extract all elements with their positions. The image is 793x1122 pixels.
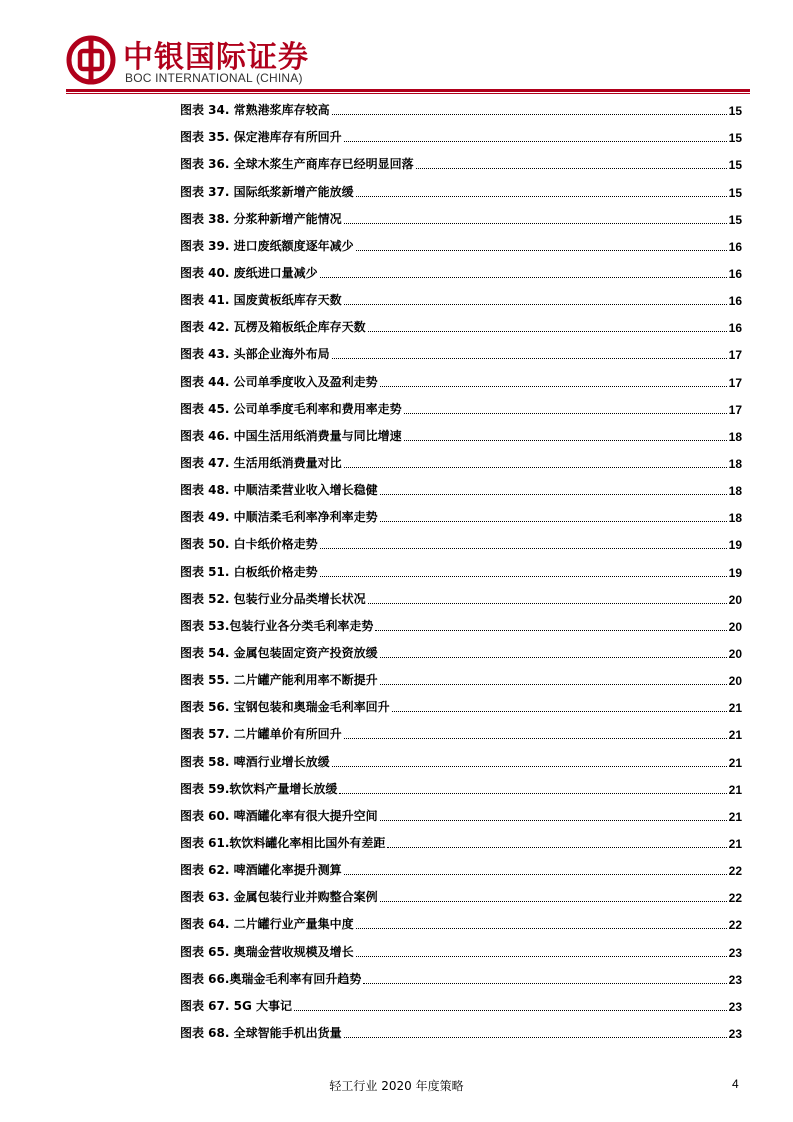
toc-entry-page: 21 xyxy=(728,755,742,770)
toc-dot-leader xyxy=(380,684,727,685)
toc-entry-title: 图表 57. 二片罐单价有所回升 xyxy=(180,727,342,742)
toc-entry-page: 18 xyxy=(728,511,742,526)
toc-entry-page: 19 xyxy=(728,538,742,553)
toc-entry[interactable] xyxy=(180,611,742,638)
toc-entry[interactable] xyxy=(180,828,742,855)
toc-dot-leader xyxy=(380,521,727,522)
toc-dot-leader xyxy=(416,168,727,169)
toc-entry[interactable] xyxy=(180,421,742,448)
toc-entry-title: 图表 55. 二片罐产能利用率不断提升 xyxy=(180,673,378,688)
toc-entry-page: 16 xyxy=(728,321,742,336)
toc-entry-page: 21 xyxy=(728,701,742,716)
toc-entry-page: 15 xyxy=(728,212,742,227)
toc-dot-leader xyxy=(344,874,727,875)
toc-entry-page: 15 xyxy=(728,158,742,173)
toc-dot-leader xyxy=(368,603,727,604)
toc-entry[interactable] xyxy=(180,692,742,719)
toc-dot-leader xyxy=(320,277,727,278)
toc-entry[interactable] xyxy=(180,502,742,529)
toc-entry-title: 图表 49. 中顺洁柔毛利率净利率走势 xyxy=(180,510,378,525)
toc-entry-page: 23 xyxy=(728,1026,742,1041)
toc-dot-leader xyxy=(356,928,727,929)
toc-dot-leader xyxy=(356,196,727,197)
toc-entry-title: 图表 35. 保定港库存有所回升 xyxy=(180,130,342,145)
toc-entry-title: 图表 39. 进口废纸额度逐年减少 xyxy=(180,238,354,253)
toc-dot-leader xyxy=(380,901,727,902)
toc-dot-leader xyxy=(392,711,727,712)
toc-entry[interactable] xyxy=(180,176,742,203)
toc-entry-title: 图表 47. 生活用纸消费量对比 xyxy=(180,455,342,470)
toc-entry[interactable] xyxy=(180,448,742,475)
toc-entry-title: 图表 63. 金属包装行业并购整合案例 xyxy=(180,890,378,905)
toc-dot-leader xyxy=(339,793,726,794)
toc-entry-title: 图表 40. 废纸进口量减少 xyxy=(180,265,318,280)
toc-entry-title: 图表 48. 中顺洁柔营业收入增长稳健 xyxy=(180,483,378,498)
toc-entry-page: 16 xyxy=(728,239,742,254)
toc-entry-title: 图表 45. 公司单季度毛利率和费用率走势 xyxy=(180,401,402,416)
toc-entry[interactable] xyxy=(180,665,742,692)
toc-entry[interactable] xyxy=(180,258,742,285)
toc-entry-title: 图表 53.包装行业各分类毛利率走势 xyxy=(180,618,374,633)
toc-entry-page: 17 xyxy=(728,402,742,417)
toc-dot-leader xyxy=(344,223,727,224)
toc-entry-title: 图表 54. 金属包装固定资产投资放缓 xyxy=(180,645,378,660)
toc-dot-leader xyxy=(404,413,727,414)
toc-dot-leader xyxy=(332,114,727,115)
toc-entry-title: 图表 60. 啤酒罐化率有很大提升空间 xyxy=(180,808,378,823)
toc-entry-title: 图表 68. 全球智能手机出货量 xyxy=(180,1025,342,1040)
toc-entry-page: 22 xyxy=(728,918,742,933)
toc-entry[interactable] xyxy=(180,339,742,366)
toc-entry-title: 图表 64. 二片罐行业产量集中度 xyxy=(180,917,354,932)
toc-entry-page: 23 xyxy=(728,972,742,987)
toc-entry[interactable] xyxy=(180,936,742,963)
toc-entry-title: 图表 52. 包装行业分品类增长状况 xyxy=(180,591,366,606)
toc-entry[interactable] xyxy=(180,556,742,583)
toc-entry-page: 15 xyxy=(728,185,742,200)
toc-entry[interactable] xyxy=(180,801,742,828)
toc-dot-leader xyxy=(387,847,726,848)
toc-entry-page: 15 xyxy=(728,131,742,146)
toc-dot-leader xyxy=(356,956,727,957)
toc-entry-title: 图表 67. 5G 大事记 xyxy=(180,998,292,1013)
toc-entry-page: 21 xyxy=(728,836,742,851)
toc-entry[interactable] xyxy=(180,149,742,176)
toc-entry-page: 18 xyxy=(728,429,742,444)
toc-entry-title: 图表 56. 宝钢包装和奥瑞金毛利率回升 xyxy=(180,700,390,715)
page-header xyxy=(0,0,793,95)
toc-entry-page: 20 xyxy=(728,646,742,661)
toc-entry[interactable] xyxy=(180,312,742,339)
toc-entry-title: 图表 58. 啤酒行业增长放缓 xyxy=(180,754,330,769)
toc-entry-page: 21 xyxy=(728,782,742,797)
toc-entry[interactable] xyxy=(180,964,742,991)
toc-entry[interactable] xyxy=(180,774,742,801)
toc-dot-leader xyxy=(380,386,727,387)
toc-entry[interactable] xyxy=(180,638,742,665)
toc-entry-page: 15 xyxy=(728,104,742,119)
toc-entry[interactable] xyxy=(180,746,742,773)
toc-dot-leader xyxy=(356,250,727,251)
toc-dot-leader xyxy=(294,1010,727,1011)
toc-entry[interactable] xyxy=(180,529,742,556)
toc-entry[interactable] xyxy=(180,394,742,421)
toc-entry-title: 图表 41. 国废黄板纸库存天数 xyxy=(180,293,342,308)
toc-entry-title: 图表 66.奥瑞金毛利率有回升趋势 xyxy=(180,971,362,986)
page-number: 4 xyxy=(732,1077,739,1091)
toc-entry-title: 图表 62. 啤酒罐化率提升测算 xyxy=(180,863,342,878)
toc-entry-page: 20 xyxy=(728,674,742,689)
toc-dot-leader xyxy=(380,820,727,821)
toc-dot-leader xyxy=(368,331,727,332)
toc-entry-page: 18 xyxy=(728,484,742,499)
toc-entry[interactable] xyxy=(180,231,742,258)
toc-entry-title: 图表 38. 分浆种新增产能情况 xyxy=(180,211,342,226)
toc-entry-title: 图表 61.软饮料罐化率相比国外有差距 xyxy=(180,835,386,850)
toc-entry-title: 图表 34. 常熟港浆库存较高 xyxy=(180,103,330,118)
toc-entry-title: 图表 42. 瓦楞及箱板纸企库存天数 xyxy=(180,320,366,335)
toc-dot-leader xyxy=(344,304,727,305)
boc-logo-icon xyxy=(66,35,116,85)
toc-entry-title: 图表 37. 国际纸浆新增产能放缓 xyxy=(180,184,354,199)
toc-entry-page: 19 xyxy=(728,565,742,580)
toc-dot-leader xyxy=(344,738,727,739)
toc-entry-page: 20 xyxy=(728,619,742,634)
toc-entry-page: 17 xyxy=(728,375,742,390)
toc-entry[interactable] xyxy=(180,882,742,909)
toc-entry[interactable] xyxy=(180,855,742,882)
toc-entry-page: 23 xyxy=(728,999,742,1014)
toc-entry[interactable] xyxy=(180,991,742,1018)
toc-dot-leader xyxy=(344,467,727,468)
brand-name-en: BOC INTERNATIONAL (CHINA) xyxy=(125,71,303,85)
table-of-figures xyxy=(180,95,742,1045)
toc-entry-title: 图表 36. 全球木浆生产商库存已经明显回落 xyxy=(180,157,414,172)
header-divider xyxy=(66,89,750,92)
toc-entry[interactable] xyxy=(180,909,742,936)
footer-report-title: 轻工行业 2020 年度策略 xyxy=(329,1079,464,1093)
toc-entry[interactable] xyxy=(180,584,742,611)
toc-dot-leader xyxy=(320,548,727,549)
toc-entry-page: 21 xyxy=(728,728,742,743)
toc-entry-title: 图表 50. 白卡纸价格走势 xyxy=(180,537,318,552)
brand-name-cn: 中银国际证券 xyxy=(123,40,309,75)
toc-entry-page: 16 xyxy=(728,294,742,309)
toc-entry[interactable] xyxy=(180,95,742,122)
toc-dot-leader xyxy=(344,1037,727,1038)
toc-dot-leader xyxy=(404,440,727,441)
toc-dot-leader xyxy=(332,766,727,767)
header-divider-thin xyxy=(66,93,750,94)
toc-entry[interactable] xyxy=(180,1018,742,1045)
toc-entry-page: 18 xyxy=(728,456,742,471)
toc-entry-page: 22 xyxy=(728,864,742,879)
toc-entry-title: 图表 43. 头部企业海外布局 xyxy=(180,347,330,362)
toc-entry[interactable] xyxy=(180,475,742,502)
toc-dot-leader xyxy=(363,983,726,984)
toc-dot-leader xyxy=(344,141,727,142)
toc-dot-leader xyxy=(332,358,727,359)
toc-entry-title: 图表 46. 中国生活用纸消费量与同比增速 xyxy=(180,428,402,443)
toc-entry-page: 23 xyxy=(728,945,742,960)
toc-entry-page: 21 xyxy=(728,809,742,824)
toc-entry[interactable] xyxy=(180,204,742,231)
toc-entry-page: 22 xyxy=(728,891,742,906)
toc-entry[interactable] xyxy=(180,285,742,312)
toc-entry-page: 16 xyxy=(728,266,742,281)
toc-dot-leader xyxy=(380,494,727,495)
toc-entry-page: 17 xyxy=(728,348,742,363)
toc-entry-title: 图表 65. 奥瑞金营收规模及增长 xyxy=(180,944,354,959)
toc-entry-title: 图表 44. 公司单季度收入及盈利走势 xyxy=(180,374,378,389)
toc-entry-title: 图表 51. 白板纸价格走势 xyxy=(180,564,318,579)
toc-dot-leader xyxy=(375,630,726,631)
toc-dot-leader xyxy=(380,657,727,658)
toc-dot-leader xyxy=(320,576,727,577)
toc-entry[interactable] xyxy=(180,719,742,746)
toc-entry[interactable] xyxy=(180,366,742,393)
toc-entry-title: 图表 59.软饮料产量增长放缓 xyxy=(180,781,338,796)
toc-entry-page: 20 xyxy=(728,592,742,607)
toc-entry[interactable] xyxy=(180,122,742,149)
